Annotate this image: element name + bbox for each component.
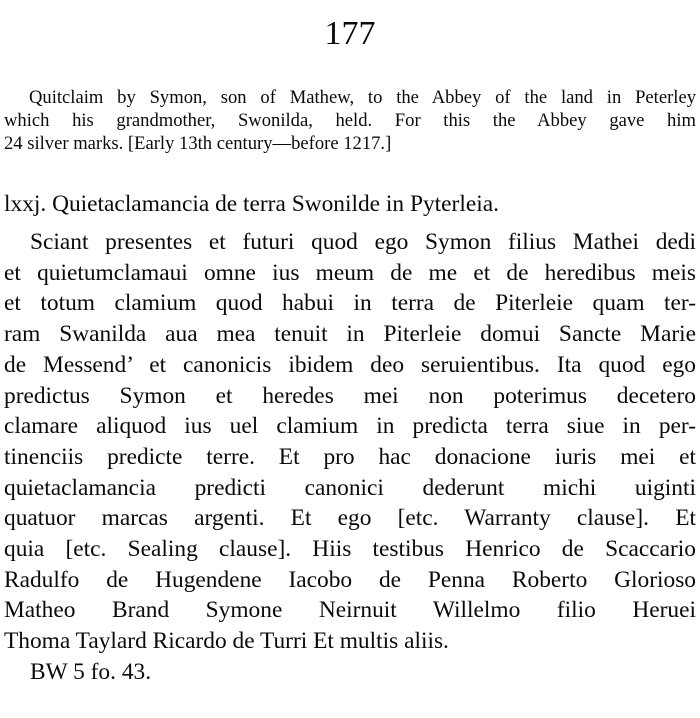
source-reference: BW 5 fo. 43. [30,658,152,685]
charter-line: Thoma Taylard Ricardo de Turri Et multis aliis. [4,628,449,655]
page-number: 177 [324,15,376,52]
charter-text [4,227,696,688]
charter-line: Radulfo de Hugendene Iacobo de Penna Roberto Glorioso [4,566,696,593]
summary-line: 24 silver marks. [Early 13th century—before 1217.] [4,133,392,154]
summary-line: Quitclaim by Symon, son of Mathew, to the Abbey of the land in Peterley [29,87,696,108]
charter-line: clamare aliquod ius uel clamium in predicta terra siue in per- [4,413,696,440]
charter-line: quia [etc. Sealing clause]. Hiis testibus Henrico de Scaccario [4,536,696,563]
summary-line: which his grandmother, Swonilda, held. For this the Abbey gave him [4,110,696,131]
charter-line: tinenciis predicte terre. Et pro hac donacione iuris mei et [4,443,696,470]
charter-line: ram Swanilda aua mea tenuit in Piterleie domui Sancte Marie [4,321,696,348]
charter-line: de Messend’ et canonicis ibidem deo seruientibus. Ita quod ego [4,351,696,378]
charter-line: quatuor marcas argenti. Et ego [etc. Warranty clause]. Et [4,505,696,532]
english-summary [4,86,696,155]
charter-line: Sciant presentes et futuri quod ego Symon filius Mathei dedi [30,229,696,255]
charter-line: Matheo Brand Symone Neirnuit Willelmo filio Heruei [4,597,696,624]
charter-heading: lxxj. Quietaclamancia de terra Swonilde in Pyterleia. [4,191,499,217]
charter-line: quietaclamancia predicti canonici dederunt michi uiginti [4,474,696,501]
charter-line: predictus Symon et heredes mei non poterimus decetero [4,382,696,409]
charter-line: et quietumclamaui omne ius meum de me et de heredibus meis [4,259,696,286]
charter-line: et totum clamium quod habui in terra de Piterleie quam ter- [4,290,696,317]
